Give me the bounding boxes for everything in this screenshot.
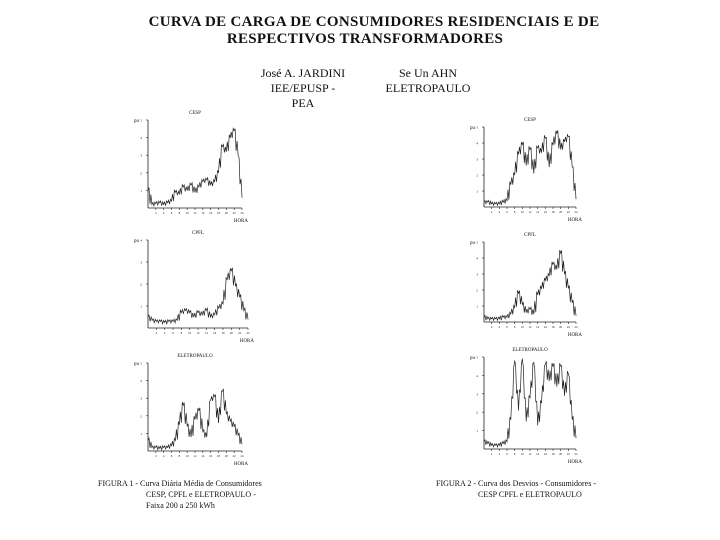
data-point [173, 321, 174, 322]
x-tick-label: 24 [240, 211, 244, 215]
x-tick-label: 6 [506, 325, 508, 329]
data-point [568, 288, 569, 289]
data-point [568, 136, 569, 137]
x-tick-label: 24 [574, 210, 578, 214]
y-axis-label: pu [134, 119, 139, 124]
data-point [572, 419, 573, 420]
x-tick-label: 4 [163, 331, 166, 335]
y-tick-label: 5 [476, 355, 478, 360]
data-point [219, 308, 220, 309]
data-point [564, 395, 565, 396]
data-point [530, 309, 531, 310]
x-tick-label: 6 [170, 454, 173, 458]
y-tick-label: 4 [476, 373, 478, 378]
x-tick-label: 24 [240, 454, 244, 458]
x-tick-label: 24 [246, 331, 250, 335]
x-tick-label: 2 [490, 452, 493, 456]
data-point [195, 192, 196, 193]
data-point [511, 314, 512, 315]
series-line [148, 268, 248, 324]
x-tick-label: 22 [566, 325, 570, 329]
x-tick-label: 22 [238, 331, 242, 335]
data-point [175, 192, 176, 193]
y-tick-label: 3 [476, 157, 478, 162]
x-axis-label: HORA [233, 462, 248, 467]
caption-line: Faixa 200 a 250 kWh [146, 501, 215, 510]
data-point [156, 203, 157, 204]
data-point [560, 366, 561, 367]
chart-title: CPFL [524, 233, 536, 238]
data-point [163, 204, 164, 205]
data-point [488, 443, 489, 444]
data-point [507, 317, 508, 318]
paper-title-line-1: CURVA DE CARGA DE CONSUMIDORES RESIDENCIAIS E DE [148, 14, 600, 30]
y-tick-label: 3 [140, 153, 142, 158]
y-axis-label: pu [470, 241, 475, 246]
x-tick-label: 20 [559, 210, 563, 214]
y-tick-label: 3 [476, 392, 478, 397]
x-tick-label: 2 [490, 325, 493, 329]
x-tick-label: 16 [213, 331, 217, 335]
x-axis-label: HORA [233, 219, 248, 224]
x-tick-label: 22 [566, 210, 570, 214]
data-point [148, 440, 149, 441]
x-tick-label: 10 [188, 331, 192, 335]
x-tick-label: 8 [178, 211, 181, 215]
data-point [238, 155, 239, 156]
x-axis-label: HORA [239, 339, 254, 344]
data-point [484, 202, 485, 203]
data-point [568, 373, 569, 374]
x-tick-label: 4 [498, 210, 501, 214]
x-tick-label: 8 [513, 452, 516, 456]
data-point [484, 317, 485, 318]
x-tick-label: 8 [513, 325, 516, 329]
data-point [195, 419, 196, 420]
data-point [564, 274, 565, 275]
data-point [572, 167, 573, 168]
data-point [214, 396, 215, 397]
data-point [227, 279, 228, 280]
y-tick-label: 2 [476, 173, 478, 178]
chart-6 [470, 348, 582, 465]
y-tick-label: 2 [476, 288, 478, 293]
paper-title-line-2: RESPECTIVOS TRANSFORMADORES [226, 31, 504, 47]
chart-title: ELETROPAULO [512, 348, 548, 353]
x-tick-label: 14 [201, 454, 205, 458]
x-tick-label: 8 [178, 454, 181, 458]
data-point [576, 438, 577, 439]
x-tick-label: 8 [513, 210, 516, 214]
x-tick-label: 16 [543, 452, 547, 456]
data-point [560, 253, 561, 254]
y-tick-label: 3 [140, 396, 142, 401]
data-point [514, 175, 515, 176]
data-point [242, 197, 243, 198]
data-point [553, 366, 554, 367]
y-axis-label: pu [134, 239, 139, 244]
author-name: Se Un AHN [398, 66, 457, 80]
chart-4 [470, 118, 582, 223]
x-tick-label: 2 [155, 211, 157, 215]
data-point [167, 202, 168, 203]
data-point [218, 173, 219, 174]
data-point [160, 321, 161, 322]
data-point [503, 317, 504, 318]
data-point [202, 315, 203, 316]
y-axis-label: pu [470, 126, 475, 131]
data-point [148, 317, 149, 318]
data-point [576, 199, 577, 200]
data-point [534, 362, 535, 363]
x-tick-label: 20 [224, 454, 228, 458]
x-tick-label: 2 [155, 331, 158, 335]
data-point [210, 185, 211, 186]
x-tick-label: 10 [520, 325, 524, 329]
data-point [199, 410, 200, 411]
data-point [206, 310, 207, 311]
data-point [177, 320, 178, 321]
data-point [557, 269, 558, 270]
data-point [541, 152, 542, 153]
data-point [537, 425, 538, 426]
data-point [488, 319, 489, 320]
data-point [557, 386, 558, 387]
data-point [545, 364, 546, 365]
data-point [560, 149, 561, 150]
data-point [553, 144, 554, 145]
figure-1-caption [98, 478, 308, 511]
data-point [534, 314, 535, 315]
data-point [203, 431, 204, 432]
y-tick-label: 4 [476, 141, 478, 146]
author-affiliation: IEE/EPUSP - PEA [270, 81, 336, 110]
data-point [499, 204, 500, 205]
data-point [194, 317, 195, 318]
x-tick-label: 22 [566, 452, 570, 456]
data-point [491, 445, 492, 446]
x-tick-label: 18 [217, 211, 220, 215]
data-point [526, 421, 527, 422]
x-tick-label: 14 [536, 452, 540, 456]
chart-title: CPFL [192, 231, 204, 236]
x-tick-label: 6 [172, 331, 174, 335]
data-point [199, 187, 200, 188]
data-point [214, 315, 215, 316]
data-point [226, 151, 227, 152]
chart-title: CESP [524, 118, 536, 123]
data-point [238, 435, 239, 436]
data-point [518, 410, 519, 411]
chart-3 [134, 354, 248, 467]
data-point [248, 319, 249, 320]
data-point [185, 310, 186, 311]
data-point [557, 133, 558, 134]
data-point [234, 130, 235, 131]
data-point [518, 293, 519, 294]
data-point [187, 426, 188, 427]
data-point [191, 437, 192, 438]
data-point [572, 303, 573, 304]
x-tick-label: 20 [229, 331, 233, 335]
data-point [218, 423, 219, 424]
chart-title: CESP [189, 111, 201, 116]
data-point [210, 317, 211, 318]
x-tick-label: 20 [559, 452, 563, 456]
data-point [198, 312, 199, 313]
x-tick-label: 10 [185, 454, 189, 458]
x-tick-label: 14 [536, 210, 540, 214]
data-point [537, 295, 538, 296]
y-tick-label: 4 [140, 238, 142, 243]
y-tick-label: 5 [140, 361, 142, 366]
data-point [239, 297, 240, 298]
y-tick-label: 2 [140, 282, 142, 287]
data-point [534, 173, 535, 174]
y-axis-label: pu [134, 362, 139, 367]
y-tick-label: 1 [140, 304, 142, 309]
data-point [541, 403, 542, 404]
y-tick-label: 5 [140, 118, 142, 123]
x-axis-label: HORA [567, 218, 582, 223]
data-point [537, 148, 538, 149]
data-point [152, 320, 153, 321]
y-tick-label: 1 [140, 188, 142, 193]
chart-5 [470, 233, 582, 338]
series-line [484, 250, 576, 320]
data-point [244, 310, 245, 311]
x-tick-label: 12 [193, 454, 197, 458]
data-point [181, 312, 182, 313]
x-tick-label: 24 [574, 452, 578, 456]
y-tick-label: 1 [140, 431, 142, 436]
data-point [522, 304, 523, 305]
x-tick-label: 6 [506, 452, 508, 456]
x-tick-label: 18 [221, 331, 225, 335]
x-tick-label: 12 [193, 211, 197, 215]
x-tick-label: 18 [551, 452, 555, 456]
data-point [488, 202, 489, 203]
data-point [230, 137, 231, 138]
data-point [231, 271, 232, 272]
x-tick-label: 10 [185, 211, 189, 215]
data-point [514, 360, 515, 361]
data-point [230, 421, 231, 422]
data-point [171, 201, 172, 202]
chart-2 [134, 231, 254, 344]
y-tick-label: 4 [140, 136, 142, 141]
caption-line: CESP CPFL e ELETROPAULO [478, 490, 582, 499]
x-tick-label: 2 [490, 210, 493, 214]
x-tick-label: 16 [209, 454, 213, 458]
x-tick-label: 22 [232, 211, 236, 215]
x-tick-label: 4 [498, 325, 501, 329]
data-point [549, 381, 550, 382]
data-point [499, 445, 500, 446]
data-point [522, 359, 523, 360]
data-point [491, 204, 492, 205]
data-point [530, 397, 531, 398]
data-point [514, 307, 515, 308]
data-point [484, 441, 485, 442]
data-point [164, 322, 165, 323]
data-point [549, 275, 550, 276]
x-tick-label: 16 [209, 211, 213, 215]
data-point [183, 187, 184, 188]
x-tick-label: 8 [180, 331, 183, 335]
data-point [187, 190, 188, 191]
data-point [175, 440, 176, 441]
data-point [549, 167, 550, 168]
x-tick-label: 14 [536, 325, 540, 329]
data-point [206, 180, 207, 181]
x-tick-label: 18 [551, 325, 555, 329]
data-point [545, 138, 546, 139]
data-point [210, 400, 211, 401]
y-tick-label: 2 [140, 171, 142, 176]
data-point [223, 304, 224, 305]
data-point [183, 405, 184, 406]
figure-2-caption [436, 478, 616, 500]
chart-1 [134, 111, 248, 224]
caption-line: CESP, CPFL e ELETROPAULO - [146, 490, 256, 499]
x-tick-label: 14 [204, 331, 208, 335]
x-tick-label: 12 [528, 210, 532, 214]
data-point [507, 441, 508, 442]
x-axis-label: HORA [567, 460, 582, 465]
author-name: José A. JARDINI [260, 66, 346, 80]
caption-line: FIGURA 2 - Curva dos Desvios - Consumidores - [436, 479, 596, 488]
chart-title: ELETROPAULO [177, 354, 213, 359]
data-point [189, 312, 190, 313]
data-point [541, 288, 542, 289]
series-line [484, 130, 576, 205]
data-point [222, 146, 223, 147]
data-point [495, 445, 496, 446]
y-tick-label: 4 [476, 256, 478, 261]
data-point [242, 444, 243, 445]
data-point [167, 447, 168, 448]
data-point [152, 204, 153, 205]
y-axis-label: pu [470, 356, 475, 361]
x-tick-label: 12 [528, 452, 532, 456]
x-tick-label: 10 [520, 210, 524, 214]
data-point [156, 321, 157, 322]
y-tick-label: 2 [476, 410, 478, 415]
data-point [526, 165, 527, 166]
data-point [214, 181, 215, 182]
data-point [226, 414, 227, 415]
x-tick-label: 18 [217, 454, 220, 458]
y-tick-label: 1 [476, 304, 478, 309]
data-point [553, 264, 554, 265]
data-point [499, 319, 500, 320]
data-point [503, 443, 504, 444]
y-tick-label: 4 [140, 379, 142, 384]
y-tick-label: 3 [476, 272, 478, 277]
data-point [576, 315, 577, 316]
data-point [159, 448, 160, 449]
series-line [484, 359, 576, 447]
data-point [564, 141, 565, 142]
x-tick-label: 18 [551, 210, 555, 214]
x-tick-label: 20 [224, 211, 228, 215]
x-tick-label: 10 [520, 452, 524, 456]
y-tick-label: 2 [140, 414, 142, 419]
series-line [148, 128, 242, 205]
data-point [206, 437, 207, 438]
data-point [511, 419, 512, 420]
data-point [171, 445, 172, 446]
data-point [163, 447, 164, 448]
x-tick-label: 14 [201, 211, 205, 215]
x-tick-label: 20 [559, 325, 563, 329]
data-point [495, 204, 496, 205]
data-point [518, 154, 519, 155]
x-tick-label: 2 [155, 454, 157, 458]
data-point [530, 149, 531, 150]
x-tick-label: 24 [574, 325, 578, 329]
data-point [491, 319, 492, 320]
data-point [545, 280, 546, 281]
data-point [179, 424, 180, 425]
data-point [191, 185, 192, 186]
data-point [526, 312, 527, 313]
data-point [495, 319, 496, 320]
x-tick-label: 4 [162, 454, 165, 458]
data-point [522, 144, 523, 145]
y-tick-label: 5 [476, 240, 478, 245]
x-tick-label: 4 [162, 211, 165, 215]
y-tick-label: 5 [476, 125, 478, 130]
x-tick-label: 16 [543, 210, 547, 214]
data-point [152, 447, 153, 448]
data-point [203, 181, 204, 182]
x-tick-label: 22 [232, 454, 236, 458]
x-tick-label: 4 [498, 452, 501, 456]
data-point [159, 202, 160, 203]
data-point [222, 391, 223, 392]
data-point [179, 194, 180, 195]
data-point [511, 184, 512, 185]
data-point [148, 190, 149, 191]
data-point [503, 202, 504, 203]
x-tick-label: 12 [196, 331, 200, 335]
caption-line: FIGURA 1 - Curva Diária Média de Consumidores [98, 479, 262, 488]
data-point [156, 447, 157, 448]
y-tick-label: 1 [476, 189, 478, 194]
data-point [234, 426, 235, 427]
y-tick-label: 3 [140, 260, 142, 265]
x-tick-label: 16 [543, 325, 547, 329]
data-point [169, 321, 170, 322]
y-tick-label: 1 [476, 429, 478, 434]
x-tick-label: 6 [170, 211, 173, 215]
x-tick-label: 12 [528, 325, 532, 329]
data-point [235, 286, 236, 287]
x-axis-label: HORA [567, 333, 582, 338]
data-point [507, 200, 508, 201]
x-tick-label: 6 [506, 210, 508, 214]
author-affiliation: ELETROPAULO [385, 81, 471, 95]
